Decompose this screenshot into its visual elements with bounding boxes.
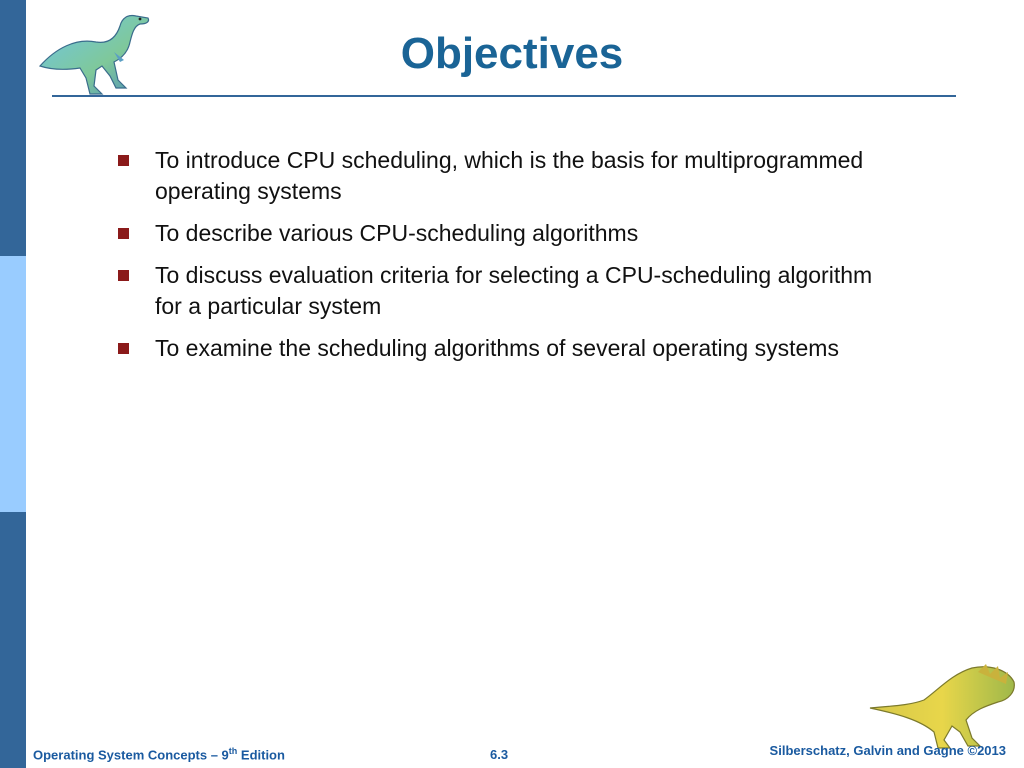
list-item-text: To describe various CPU-scheduling algorithms	[155, 220, 639, 246]
square-bullet-icon	[118, 270, 129, 281]
list-item-text: To discuss evaluation criteria for selecting a CPU-scheduling algorithm for a particular system	[155, 262, 873, 319]
side-bar-middle	[0, 256, 26, 512]
title-divider	[52, 95, 956, 97]
footer-book-prefix: Operating System Concepts – 9	[33, 747, 229, 762]
square-bullet-icon	[118, 228, 129, 239]
list-item	[118, 333, 878, 364]
dinosaur-icon	[868, 660, 1018, 750]
list-item	[118, 260, 878, 322]
list-item	[118, 145, 878, 207]
list-item-text: To examine the scheduling algorithms of several operating systems	[155, 335, 839, 361]
square-bullet-icon	[118, 343, 129, 354]
side-bar-bottom	[0, 512, 26, 768]
list-item	[118, 218, 878, 249]
copyright-text: Silberschatz, Galvin and Gagne ©2013	[769, 743, 1006, 758]
footer-edition-superscript: th	[228, 745, 238, 756]
footer-book-title	[33, 746, 285, 762]
slide-title: Objectives	[400, 29, 624, 78]
square-bullet-icon	[118, 155, 129, 166]
list-item-text: To introduce CPU scheduling, which is the basis for multiprogrammed operating systems	[155, 147, 864, 204]
page-number: 6.3	[490, 747, 509, 762]
objectives-list	[118, 145, 878, 375]
footer-book-suffix: Edition	[237, 747, 285, 762]
